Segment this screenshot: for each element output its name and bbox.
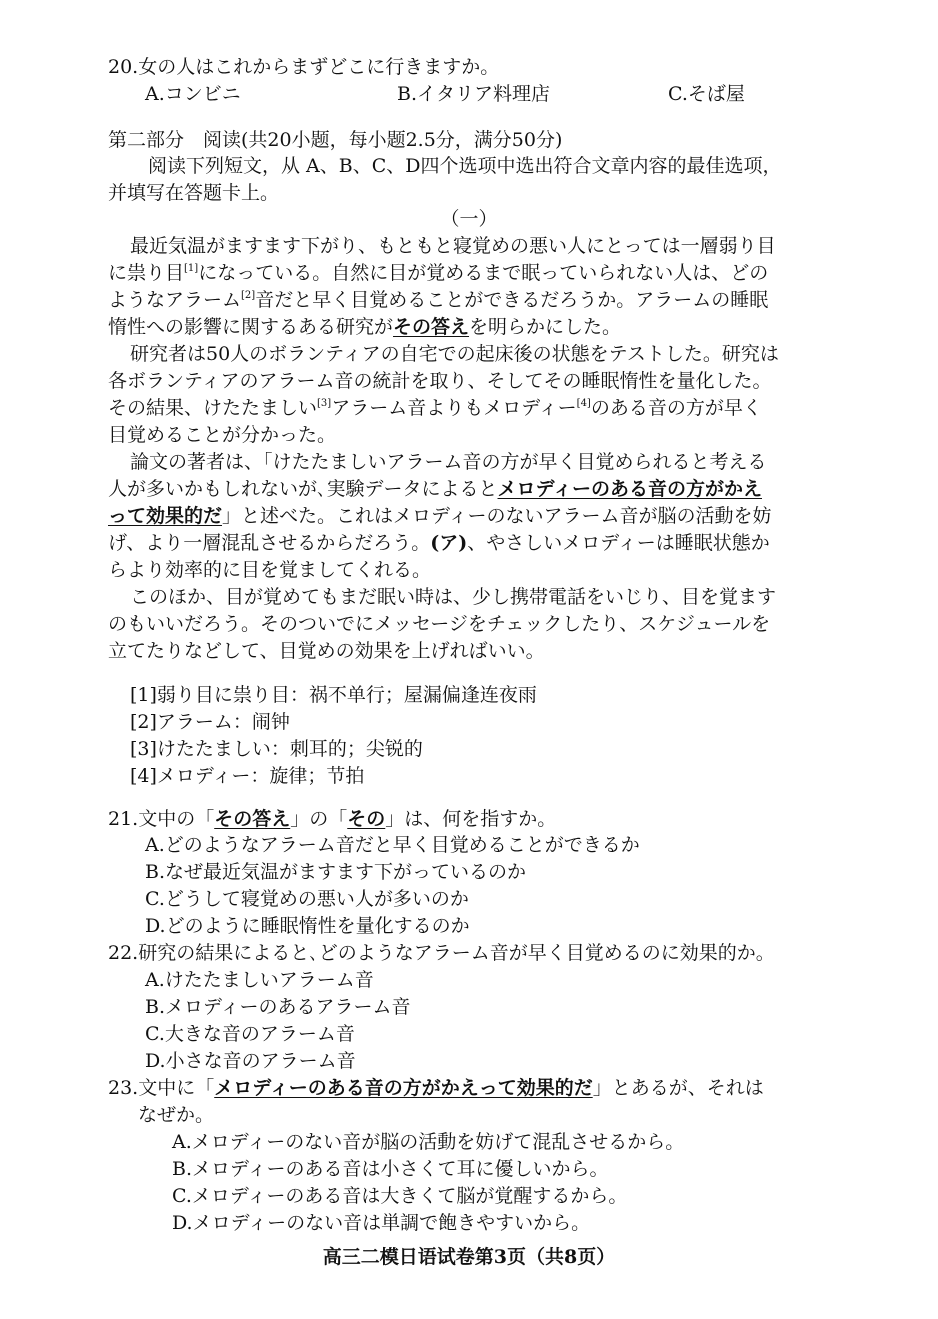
blank-marker: (ア) (430, 532, 468, 554)
q22-option-d: D.小さな音のアラーム音 (145, 1050, 356, 1072)
passage-line: 最近気温がますます下がり、もともと寝覚めの悪い人にとっては一層弱り目 (130, 235, 776, 257)
q21-option-c: C.どうして寝覚めの悪い人が多いのか (145, 888, 469, 910)
passage-line: このほか、目が覚めてもまだ眠い時は、少し携帯電話をいじり、目を覚ます (130, 586, 777, 608)
passage-line: 論文の著者は、「けたたましいアラーム音の方が早く目覚められると考える (130, 451, 767, 473)
q22-option-a: A.けたたましいアラーム音 (145, 969, 374, 991)
footnote: [1]弱り目に祟り目：祸不单行；屋漏偏逢连夜雨 (130, 684, 537, 706)
q20-stem: 20.女の人はこれからまずどこに行きますか。 (108, 56, 500, 78)
passage-line: 立てたりなどして、目覚めの効果を上げればいい。 (108, 640, 545, 662)
passage-line: 人が多いかもしれないが､実験データによるとメロディーのある音の方がかえ (108, 478, 762, 500)
underlined-phrase: メロディーのある音の方がかえって効果的だ (214, 1077, 593, 1099)
passage-line: 惰性への影響に関するある研究がその答えを明らかにした。 (108, 316, 622, 338)
passage-line: 目覚めることが分かった。 (108, 424, 337, 446)
passage-line: 各ボランティアのアラーム音の統計を取り、そしてその睡眠惰性を量化した。 (108, 370, 772, 392)
passage-line: ようなアラーム[2]音だと早く目覚めることができるだろうか。アラームの睡眠 (108, 289, 769, 311)
q20-option-c: C.そば屋 (668, 83, 745, 105)
q20-option-a: A.コンビニ (145, 83, 241, 105)
footnote-ref: [1] (184, 263, 199, 274)
underlined-phrase: その答え (214, 808, 291, 830)
q22-option-c: C.大きな音のアラーム音 (145, 1023, 355, 1045)
underlined-phrase: メロディーのある音の方がかえ (497, 478, 762, 500)
q21-option-a: A.どのようなアラーム音だと早く目覚めることができるか (145, 834, 640, 856)
underlined-phrase: その答え (393, 316, 470, 338)
part2-instruction-1: 阅读下列短文，从 A、B、C、D四个选项中选出符合文章内容的最佳选项， (148, 155, 782, 177)
passage-line: に祟り目[1]になっている。自然に目が覚めるまで眠っていられない人は、どの (108, 262, 769, 284)
footnote: [4]メロディー：旋律；节拍 (130, 765, 365, 787)
q22-stem: 22.研究の結果によると､どのようなアラーム音が早く目覚めるのに効果的か。 (108, 942, 775, 964)
passage-line: のもいいだろう。そのついでにメッセージをチェックしたり、スケジュールを (108, 613, 771, 635)
q20-option-b: B.イタリア料理店 (397, 83, 551, 105)
q23-option-a: A.メロディーのない音が脳の活動を妨げて混乱させるから。 (172, 1131, 685, 1153)
passage-line: げ、より一層混乱させるからだろう。(ア)、やさしいメロディーは睡眠状態か (108, 532, 770, 554)
footnote: [2]アラーム：闹钟 (130, 711, 290, 733)
q21-option-b: B.なぜ最近気温がますます下がっているのか (145, 861, 527, 883)
underlined-phrase: その (347, 808, 386, 830)
part2-instruction-2: 并填写在答题卡上。 (108, 182, 280, 204)
page-footer: 高三二模日语试卷第3页（共8页） (322, 1246, 616, 1268)
underlined-phrase: って効果的だ (108, 505, 223, 527)
passage-number: （一） (440, 208, 498, 230)
part2-heading: 第二部分 阅读(共20小题，每小题2.5分，满分50分) (108, 129, 563, 151)
footnote: [3]けたたましい：刺耳的；尖锐的 (130, 738, 423, 760)
passage-line: らより効率的に目を覚ましてくれる。 (108, 559, 432, 581)
q21-option-d: D.どのように睡眠惰性を量化するのか (145, 915, 470, 937)
passage-line: って効果的だ」と述べた。これはメロディーのないアラーム音が脳の活動を妨 (108, 505, 772, 527)
passage-line: 研究者は50人のボランティアの自宅での起床後の状態をテストした。研究は (130, 343, 779, 365)
q22-option-b: B.メロディーのあるアラーム音 (145, 996, 411, 1018)
footnote-ref: [3] (317, 398, 332, 409)
footnote-ref: [4] (576, 398, 591, 409)
q23-option-b: B.メロディーのある音は小さくて耳に優しいから。 (172, 1158, 609, 1180)
q21-stem: 21.文中の「その答え」の「その」は、何を指すか。 (108, 808, 557, 830)
footnote-ref: [2] (241, 290, 256, 301)
passage-line: その結果、けたたましい[3]アラーム音よりもメロディー[4]のある音の方が早く (108, 397, 762, 419)
q23-option-d: D.メロディーのない音は単調で飽きやすいから。 (172, 1212, 591, 1234)
q23-stem-line2: なぜか。 (138, 1104, 215, 1126)
q23-stem: 23.文中に「メロディーのある音の方がかえって効果的だ」とあるが、それは (108, 1077, 764, 1099)
q23-option-c: C.メロディーのある音は大きくて脳が覚醒するから。 (172, 1185, 628, 1207)
